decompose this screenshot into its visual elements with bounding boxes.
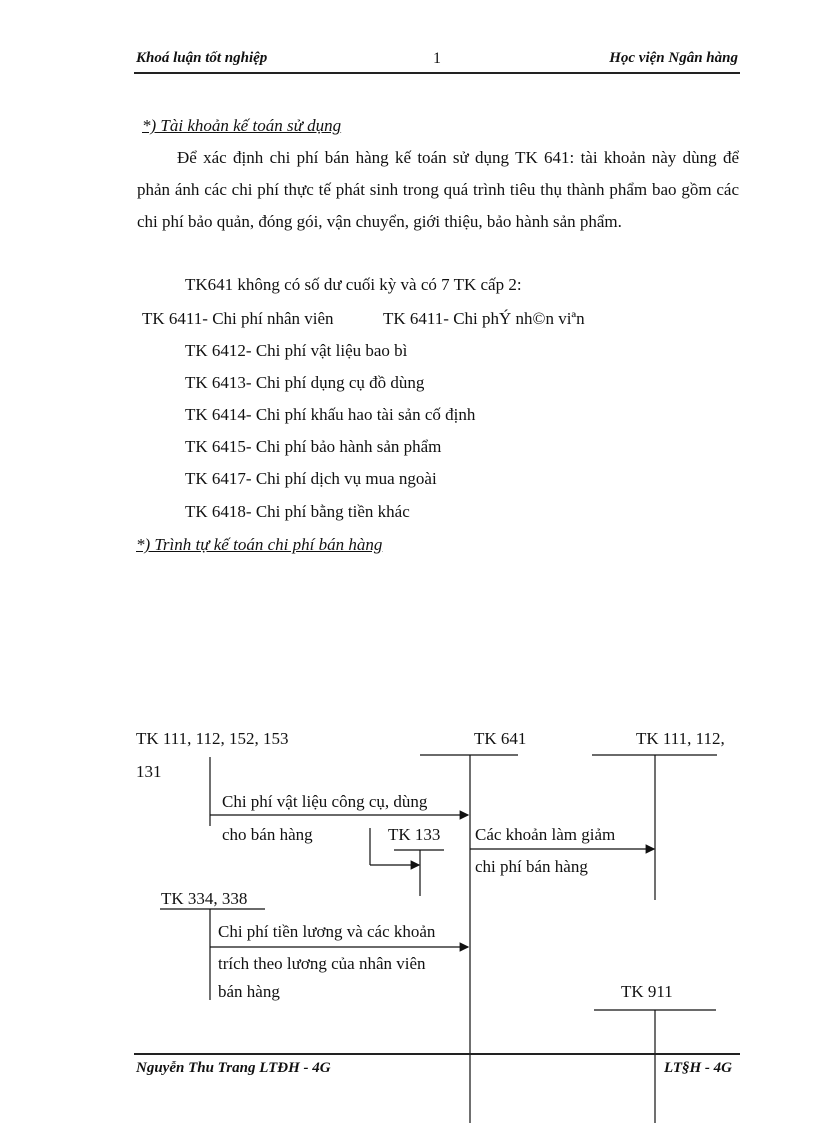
flow2-text-line2: trích theo lương của nhân viên (218, 954, 426, 973)
tk133-label: TK 133 (388, 825, 441, 844)
flow1-text-line2: cho bán hàng (222, 825, 313, 844)
flow2-text-line3: bán hàng (218, 982, 280, 1001)
tk334-label: TK 334, 338 (161, 889, 248, 908)
tk111-right-label: TK 111, 112, (636, 729, 725, 748)
account-line: TK 6413- Chi phí dụng cụ đồ dùng (185, 373, 425, 392)
section-paragraph: Để xác định chi phí bán hàng kế toán sử dụng TK 641: tài khoản này dùng để phản ánh các chi phí thực tế phát sinh trong quá trình tiêu thụ thành phẩm bao gồm các chi phí bảo quản, đóng gói, vận chuyển, giới thiệu, bảo hành sản phẩm. (137, 148, 739, 231)
account-line-6411: TK 6411- Chi phí nhân viên (142, 309, 334, 328)
account-line: TK 6418- Chi phí bằng tiền khác (185, 502, 410, 521)
flow1-text-line1: Chi phí vật liệu công cụ, dùng (222, 792, 428, 811)
page-number: 1 (433, 50, 441, 67)
tk111-label: TK 111, 112, 152, 153 (136, 729, 289, 748)
flow2-text-line1: Chi phí tiền lương và các khoản (218, 922, 436, 941)
accounts-intro: TK641 không có số dư cuối kỳ và có 7 TK cấp 2: (185, 275, 522, 294)
reduce-text-line2: chi phí bán hàng (475, 857, 588, 876)
tk111-cont-label: 131 (136, 762, 162, 781)
footer-right: LT§H - 4G (663, 1060, 732, 1076)
section-heading-accounts: *) Tài khoản kế toán sử dụng (142, 116, 342, 135)
header-left: Khoá luận tốt nghiệp (136, 50, 268, 66)
header-right: Học viện Ngân hàng (609, 50, 738, 66)
account-line-6411-garbled: TK 6411- Chi phÝ nh©n viªn (383, 309, 585, 328)
account-line: TK 6417- Chi phí dịch vụ mua ngoài (185, 469, 437, 488)
reduce-text-line1: Các khoản làm giảm (475, 825, 616, 844)
section-heading-sequence: *) Trình tự kế toán chi phí bán hàng (136, 535, 383, 554)
tk911-label: TK 911 (621, 982, 673, 1001)
account-line: TK 6415- Chi phí bảo hành sản phẩm (185, 437, 442, 456)
footer-rule (134, 1053, 740, 1055)
account-line: TK 6412- Chi phí vật liệu bao bì (185, 341, 408, 360)
footer-left: Nguyễn Thu Trang LTĐH - 4G (136, 1060, 331, 1076)
account-line: TK 6414- Chi phí khấu hao tài sản cố định (185, 405, 476, 424)
tk641-label: TK 641 (474, 729, 527, 748)
